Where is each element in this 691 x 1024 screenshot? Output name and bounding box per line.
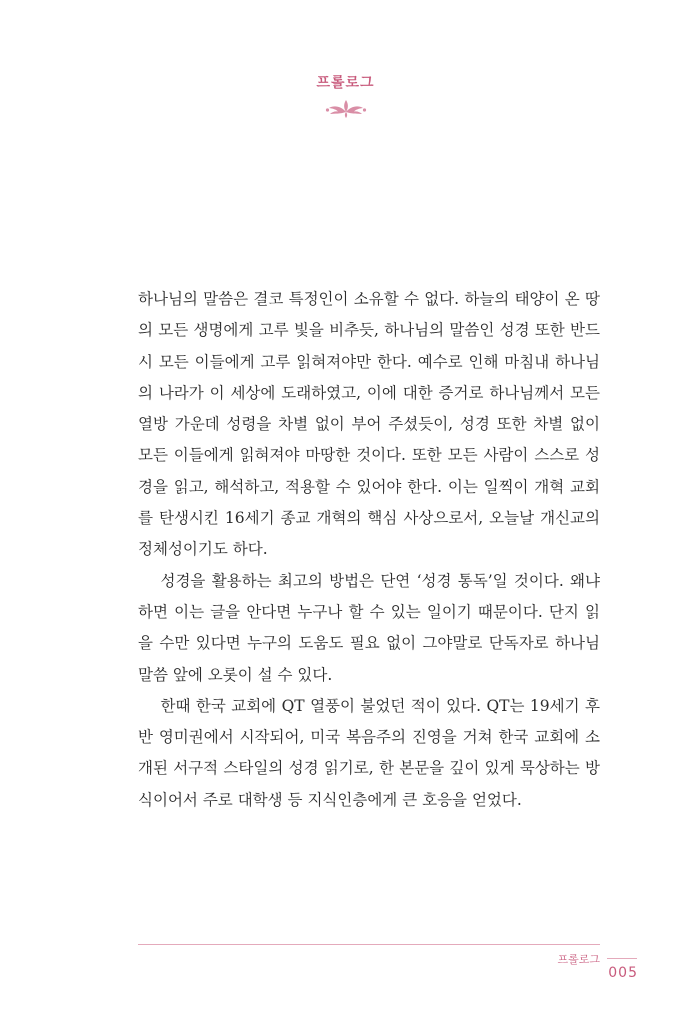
floral-flourish-icon xyxy=(325,98,367,120)
footer-rule xyxy=(138,944,600,945)
chapter-title: 프롤로그 xyxy=(316,75,375,91)
paragraph: 성경을 활용하는 최고의 방법은 단연 ‘성경 통독’일 것이다. 왜냐하면 이는 글을 안다면 누구나 할 수 있는 일이기 때문이다. 단지 읽을 수만 있다면 누구의 도움도 필요 없이 그야말로 단독자로 하나님 말씀 앞에 오롯이 설 수 있다. xyxy=(138,571,600,684)
paragraph: 하나님의 말씀은 결코 특정인이 소유할 수 없다. 하늘의 태양이 온 땅의 모든 생명에게 고루 빛을 비추듯, 하나님의 말씀인 성경 또한 반드시 모든 이들에게 고루 읽혀져야만 한다. 예수로 인해 마침내 하나님의 나라가 이 세상에 도래하였고, 이에 대한 증거로 하나님께서 모든 열방 가운데 성령을 차별 없이 부어 주셨듯이, 성경 또한 차별 없이 모든 이들에게 읽혀져야 마땅한 것이다. 또한 모든 사람이 스스로 성경을 읽고, 해석하고, 적용할 수 있어야 한다. 이는 일찍이 개혁 교회를 탄생시킨 16세기 종교 개혁의 핵심 사상으로서, 오늘날 개신교의 정체성이기도 하다. xyxy=(138,290,600,559)
paragraph: 한때 한국 교회에 QT 열풍이 불었던 적이 있다. QT는 19세기 후반 영미권에서 시작되어, 미국 복음주의 진영을 거쳐 한국 교회에 소개된 서구적 스타일의 성경 읽기로, 한 본문을 깊이 있게 묵상하는 방식이어서 주로 대학생 등 지식인층에게 큰 호응을 얻었다. xyxy=(138,696,600,809)
page-number: 005 xyxy=(608,965,638,981)
folio-rule xyxy=(607,958,637,959)
running-head: 프롤로그 xyxy=(557,953,600,966)
body-text xyxy=(138,284,600,816)
